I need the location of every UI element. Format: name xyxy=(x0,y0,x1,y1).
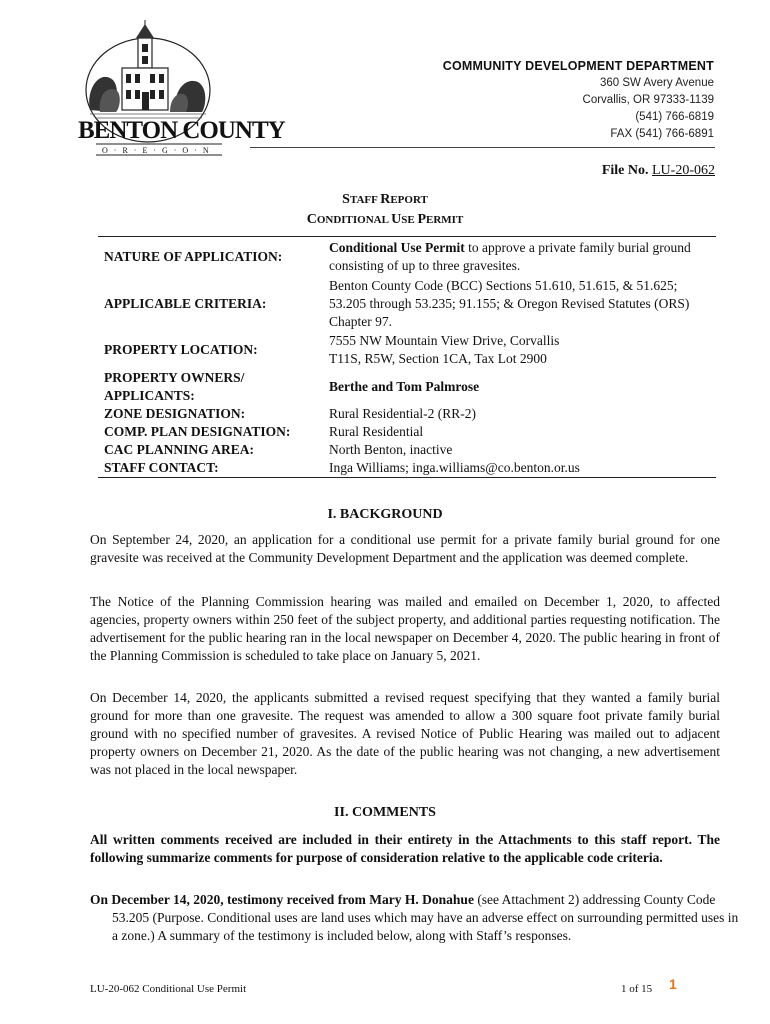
table-row xyxy=(98,237,716,278)
phone: (541) 766-6819 xyxy=(635,111,714,123)
report-title-line-2: CONDITIONAL USE PERMIT xyxy=(306,212,464,227)
file-number xyxy=(602,163,715,179)
table-row xyxy=(98,423,716,441)
department-name: COMMUNITY DEVELOPMENT DEPARTMENT xyxy=(442,59,714,73)
table-row xyxy=(98,331,716,369)
staff-contact-label: STAFF CONTACT: xyxy=(98,459,324,478)
zone-value: Rural Residential-2 (RR-2) xyxy=(329,406,476,421)
background-paragraph-3: On December 14, 2020, the applicants submitted a revised request specifying that they wanted a family burial ground for more than one gravesite. The request was amended to allow a 300 square foot private family burial ground with no specified number of gravesites. A revised Notice of Public Hearing was mailed out to adjacent property owners on December 21, 2020. As the date of the public hearing was not changing, a new advertisement was not placed in the local newspaper. xyxy=(90,690,720,777)
comment-item xyxy=(90,891,740,945)
address-line-1: 360 SW Avery Avenue xyxy=(599,77,714,89)
location-value: 7555 NW Mountain View Drive, Corvallis T11S, R5W, Section 1CA, Tax Lot 2900 xyxy=(329,333,560,366)
comments-heading: II. COMMENTS xyxy=(334,805,436,820)
fax: FAX (541) 766-6891 xyxy=(610,128,714,140)
owners-value: Berthe and Tom Palmrose xyxy=(329,379,480,394)
header-rule xyxy=(250,147,715,148)
comp-plan-label: COMP. PLAN DESIGNATION: xyxy=(104,424,291,439)
application-info-table xyxy=(98,236,716,478)
table-row xyxy=(98,369,716,405)
address-line-2: Corvallis, OR 97333-1139 xyxy=(582,94,714,106)
comments-intro: All written comments received are included in their entirety in the Attachments to this staff report. The following summarize comments for purpose of consideration relative to the applicable code criteria. xyxy=(90,832,720,865)
nature-label: NATURE OF APPLICATION: xyxy=(98,237,324,278)
nature-value: Conditional Use Permit to approve a private family burial ground consisting of up to three gravesites. xyxy=(324,237,716,278)
page-marker: 1 xyxy=(669,976,677,992)
comment-item-body: (see Attachment 2) addressing County Code 53.205 (Purpose. Conditional uses are land uses which may have an adverse effect on surrounding permitted uses in a zone.) A summary of the testimony is included below, along with Staff’s responses. xyxy=(112,892,739,943)
logo-title: BENTON COUNTY xyxy=(78,117,285,144)
zone-label: ZONE DESIGNATION: xyxy=(104,406,246,421)
staff-contact-value: Inga Williams; inga.williams@co.benton.or.us xyxy=(324,459,716,478)
table-row xyxy=(98,441,716,459)
footer-document-name: LU-20-062 Conditional Use Permit xyxy=(90,983,247,995)
background-heading: I. BACKGROUND xyxy=(327,507,443,522)
footer-page-count: 1 of 15 xyxy=(621,983,653,995)
cac-value: North Benton, inactive xyxy=(329,442,453,457)
owners-label: PROPERTY OWNERS/ APPLICANTS: xyxy=(104,370,245,403)
report-title-line-1: STAFF REPORT xyxy=(342,192,428,207)
table-row xyxy=(98,277,716,331)
file-number-label: File No. xyxy=(601,163,649,178)
table-row xyxy=(98,459,716,478)
department-address xyxy=(443,58,714,143)
benton-county-logo xyxy=(76,20,285,158)
background-paragraph-1: On September 24, 2020, an application for a conditional use permit for a private family burial ground for one gravesite was received at the Community Development Department and the application was deemed complete. xyxy=(90,532,720,565)
comment-item-lead: On December 14, 2020, testimony received from Mary H. Donahue xyxy=(90,892,474,907)
background-paragraph-2: The Notice of the Planning Commission hearing was mailed and emailed on December 1, 2020, to affected agencies, property owners within 250 feet of the subject property, and additional parties requesting notification. The advertisement for the public hearing ran in the local newspaper on December 4, 2020. The public hearing in front of the Planning Commission is scheduled to take place on January 5, 2021. xyxy=(90,594,720,663)
logo-subtitle: O · R · E · G · O · N xyxy=(102,146,211,155)
criteria-value: Benton County Code (BCC) Sections 51.610, 51.615, & 51.625; 53.205 through 53.235; 91.155; & Oregon Revised Statutes (ORS) Chapter 97. xyxy=(329,278,690,329)
table-row xyxy=(98,405,716,423)
file-number-value: LU-20-062 xyxy=(652,163,715,178)
cac-label: CAC PLANNING AREA: xyxy=(104,442,255,457)
location-label: PROPERTY LOCATION: xyxy=(104,342,258,357)
criteria-label: APPLICABLE CRITERIA: xyxy=(104,296,267,311)
comp-plan-value: Rural Residential xyxy=(329,424,424,439)
